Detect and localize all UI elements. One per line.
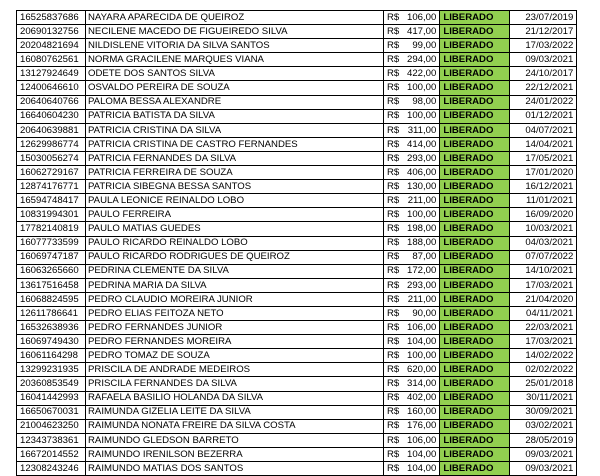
row-name-cell: RAFAELA BASILIO HOLANDA DA SILVA bbox=[86, 391, 384, 405]
table-row bbox=[17, 405, 577, 419]
row-currency-cell: R$ bbox=[384, 25, 406, 39]
row-date-cell: 24/01/2022 bbox=[510, 95, 577, 109]
table-row bbox=[17, 151, 577, 165]
row-currency-cell: R$ bbox=[384, 278, 406, 292]
row-currency-cell: R$ bbox=[384, 53, 406, 67]
table-row bbox=[17, 292, 577, 306]
row-status-cell: LIBERADO bbox=[440, 377, 510, 391]
row-currency-cell: R$ bbox=[384, 39, 406, 53]
table-row bbox=[17, 123, 577, 137]
row-currency-cell: R$ bbox=[384, 292, 406, 306]
row-id-cell: 20360853549 bbox=[17, 377, 86, 391]
row-date-cell: 09/03/2021 bbox=[510, 447, 577, 461]
table-row bbox=[17, 377, 577, 391]
row-date-cell: 09/03/2021 bbox=[510, 462, 577, 476]
row-amount-cell: 100,00 bbox=[405, 208, 440, 222]
row-status-cell: LIBERADO bbox=[440, 405, 510, 419]
table-row bbox=[17, 109, 577, 123]
table-row bbox=[17, 433, 577, 447]
table-row bbox=[17, 222, 577, 236]
row-status-cell: LIBERADO bbox=[440, 363, 510, 377]
row-date-cell: 17/01/2020 bbox=[510, 166, 577, 180]
row-amount-cell: 294,00 bbox=[405, 53, 440, 67]
row-id-cell: 16068824595 bbox=[17, 292, 86, 306]
row-date-cell: 02/02/2022 bbox=[510, 363, 577, 377]
table-row bbox=[17, 236, 577, 250]
row-date-cell: 21/12/2017 bbox=[510, 25, 577, 39]
row-amount-cell: 406,00 bbox=[405, 166, 440, 180]
row-amount-cell: 106,00 bbox=[405, 321, 440, 335]
row-amount-cell: 100,00 bbox=[405, 109, 440, 123]
row-date-cell: 21/04/2020 bbox=[510, 292, 577, 306]
row-status-cell: LIBERADO bbox=[440, 236, 510, 250]
row-amount-cell: 211,00 bbox=[405, 194, 440, 208]
row-amount-cell: 106,00 bbox=[405, 11, 440, 25]
row-name-cell: PATRICIA CRISTINA DA SILVA bbox=[86, 123, 384, 137]
row-status-cell: LIBERADO bbox=[440, 433, 510, 447]
row-currency-cell: R$ bbox=[384, 166, 406, 180]
row-currency-cell: R$ bbox=[384, 462, 406, 476]
row-amount-cell: 620,00 bbox=[405, 363, 440, 377]
row-currency-cell: R$ bbox=[384, 306, 406, 320]
row-currency-cell: R$ bbox=[384, 363, 406, 377]
row-status-cell: LIBERADO bbox=[440, 67, 510, 81]
row-id-cell: 16640604230 bbox=[17, 109, 86, 123]
row-amount-cell: 293,00 bbox=[405, 278, 440, 292]
row-date-cell: 25/01/2018 bbox=[510, 377, 577, 391]
row-name-cell: RAIMUNDO MATIAS DOS SANTOS bbox=[86, 462, 384, 476]
row-date-cell: 30/09/2021 bbox=[510, 405, 577, 419]
row-name-cell: PEDRO FERNANDES JUNIOR bbox=[86, 321, 384, 335]
table-row bbox=[17, 67, 577, 81]
row-name-cell: PATRICIA FERNANDES DA SILVA bbox=[86, 151, 384, 165]
row-id-cell: 16650670031 bbox=[17, 405, 86, 419]
row-currency-cell: R$ bbox=[384, 250, 406, 264]
row-currency-cell: R$ bbox=[384, 264, 406, 278]
row-amount-cell: 176,00 bbox=[405, 419, 440, 433]
row-id-cell: 13617516458 bbox=[17, 278, 86, 292]
row-currency-cell: R$ bbox=[384, 419, 406, 433]
table-row bbox=[17, 53, 577, 67]
row-name-cell: ODETE DOS SANTOS SILVA bbox=[86, 67, 384, 81]
row-amount-cell: 87,00 bbox=[405, 250, 440, 264]
row-currency-cell: R$ bbox=[384, 180, 406, 194]
row-name-cell: PATRICIA SIBEGNA BESSA SANTOS bbox=[86, 180, 384, 194]
row-date-cell: 14/10/2021 bbox=[510, 264, 577, 278]
table-row bbox=[17, 419, 577, 433]
row-currency-cell: R$ bbox=[384, 11, 406, 25]
table-row bbox=[17, 250, 577, 264]
row-id-cell: 13127924649 bbox=[17, 67, 86, 81]
row-name-cell: PEDRINA CLEMENTE DA SILVA bbox=[86, 264, 384, 278]
row-id-cell: 12400646610 bbox=[17, 81, 86, 95]
row-status-cell: LIBERADO bbox=[440, 39, 510, 53]
row-name-cell: PRISCILA DE ANDRADE MEDEIROS bbox=[86, 363, 384, 377]
row-id-cell: 12308243246 bbox=[17, 462, 86, 476]
row-date-cell: 17/05/2021 bbox=[510, 151, 577, 165]
row-status-cell: LIBERADO bbox=[440, 25, 510, 39]
table-row bbox=[17, 194, 577, 208]
row-amount-cell: 311,00 bbox=[405, 123, 440, 137]
row-name-cell: PATRICIA FERREIRA DE SOUZA bbox=[86, 166, 384, 180]
row-amount-cell: 106,00 bbox=[405, 433, 440, 447]
row-name-cell: OSVALDO PEREIRA DE SOUZA bbox=[86, 81, 384, 95]
row-id-cell: 13299231935 bbox=[17, 363, 86, 377]
row-name-cell: RAIMUNDO IRENILSON BEZERRA bbox=[86, 447, 384, 461]
row-date-cell: 11/01/2021 bbox=[510, 194, 577, 208]
table-row bbox=[17, 25, 577, 39]
table-row bbox=[17, 264, 577, 278]
row-name-cell: NORMA GRACILENE MARQUES VIANA bbox=[86, 53, 384, 67]
row-currency-cell: R$ bbox=[384, 377, 406, 391]
table-row bbox=[17, 278, 577, 292]
row-amount-cell: 211,00 bbox=[405, 292, 440, 306]
row-status-cell: LIBERADO bbox=[440, 391, 510, 405]
row-id-cell: 16672014552 bbox=[17, 447, 86, 461]
row-currency-cell: R$ bbox=[384, 194, 406, 208]
row-id-cell: 20690132756 bbox=[17, 25, 86, 39]
row-date-cell: 07/07/2022 bbox=[510, 250, 577, 264]
row-date-cell: 17/03/2021 bbox=[510, 278, 577, 292]
row-date-cell: 30/11/2021 bbox=[510, 391, 577, 405]
row-amount-cell: 172,00 bbox=[405, 264, 440, 278]
row-id-cell: 21004623250 bbox=[17, 419, 86, 433]
row-status-cell: LIBERADO bbox=[440, 208, 510, 222]
row-id-cell: 16062729167 bbox=[17, 166, 86, 180]
table-row bbox=[17, 363, 577, 377]
row-name-cell: RAIMUNDO GLEDSON BARRETO bbox=[86, 433, 384, 447]
row-currency-cell: R$ bbox=[384, 405, 406, 419]
row-status-cell: LIBERADO bbox=[440, 278, 510, 292]
row-name-cell: PEDRO ELIAS FEITOZA NETO bbox=[86, 306, 384, 320]
row-currency-cell: R$ bbox=[384, 321, 406, 335]
row-name-cell: PAULO FERREIRA bbox=[86, 208, 384, 222]
row-date-cell: 16/12/2021 bbox=[510, 180, 577, 194]
row-name-cell: PEDRO TOMAZ DE SOUZA bbox=[86, 349, 384, 363]
row-currency-cell: R$ bbox=[384, 67, 406, 81]
row-id-cell: 12611786641 bbox=[17, 306, 86, 320]
row-date-cell: 17/03/2022 bbox=[510, 39, 577, 53]
row-date-cell: 17/03/2021 bbox=[510, 335, 577, 349]
row-amount-cell: 188,00 bbox=[405, 236, 440, 250]
row-date-cell: 14/04/2021 bbox=[510, 137, 577, 151]
table-row bbox=[17, 81, 577, 95]
table-row bbox=[17, 95, 577, 109]
row-currency-cell: R$ bbox=[384, 151, 406, 165]
table-row bbox=[17, 11, 577, 25]
row-date-cell: 04/03/2021 bbox=[510, 236, 577, 250]
row-name-cell: NAYARA APARECIDA DE QUEIROZ bbox=[86, 11, 384, 25]
row-currency-cell: R$ bbox=[384, 447, 406, 461]
row-currency-cell: R$ bbox=[384, 433, 406, 447]
row-id-cell: 16069749430 bbox=[17, 335, 86, 349]
row-currency-cell: R$ bbox=[384, 222, 406, 236]
row-amount-cell: 130,00 bbox=[405, 180, 440, 194]
row-status-cell: LIBERADO bbox=[440, 462, 510, 476]
row-amount-cell: 160,00 bbox=[405, 405, 440, 419]
row-status-cell: LIBERADO bbox=[440, 180, 510, 194]
row-amount-cell: 198,00 bbox=[405, 222, 440, 236]
row-status-cell: LIBERADO bbox=[440, 123, 510, 137]
row-name-cell: PAULO RICARDO REINALDO LOBO bbox=[86, 236, 384, 250]
table-row bbox=[17, 391, 577, 405]
row-date-cell: 10/03/2021 bbox=[510, 222, 577, 236]
table-row bbox=[17, 462, 577, 476]
row-id-cell: 16061164298 bbox=[17, 349, 86, 363]
row-date-cell: 03/02/2021 bbox=[510, 419, 577, 433]
row-date-cell: 28/05/2019 bbox=[510, 433, 577, 447]
row-status-cell: LIBERADO bbox=[440, 349, 510, 363]
row-amount-cell: 402,00 bbox=[405, 391, 440, 405]
row-amount-cell: 417,00 bbox=[405, 25, 440, 39]
row-name-cell: PEDRINA MARIA DA SILVA bbox=[86, 278, 384, 292]
row-currency-cell: R$ bbox=[384, 236, 406, 250]
row-status-cell: LIBERADO bbox=[440, 166, 510, 180]
row-currency-cell: R$ bbox=[384, 137, 406, 151]
row-id-cell: 16041442993 bbox=[17, 391, 86, 405]
row-status-cell: LIBERADO bbox=[440, 306, 510, 320]
row-status-cell: LIBERADO bbox=[440, 250, 510, 264]
row-name-cell: PALOMA BESSA ALEXANDRE bbox=[86, 95, 384, 109]
row-amount-cell: 90,00 bbox=[405, 306, 440, 320]
table-row bbox=[17, 39, 577, 53]
row-currency-cell: R$ bbox=[384, 391, 406, 405]
row-amount-cell: 414,00 bbox=[405, 137, 440, 151]
row-id-cell: 16069747187 bbox=[17, 250, 86, 264]
row-id-cell: 10831994301 bbox=[17, 208, 86, 222]
row-date-cell: 09/03/2021 bbox=[510, 53, 577, 67]
row-id-cell: 16525837686 bbox=[17, 11, 86, 25]
table-body bbox=[17, 11, 577, 476]
row-id-cell: 12343738361 bbox=[17, 433, 86, 447]
row-status-cell: LIBERADO bbox=[440, 447, 510, 461]
row-date-cell: 16/09/2020 bbox=[510, 208, 577, 222]
row-name-cell: PATRICIA CRISTINA DE CASTRO FERNANDES bbox=[86, 137, 384, 151]
row-status-cell: LIBERADO bbox=[440, 11, 510, 25]
row-currency-cell: R$ bbox=[384, 349, 406, 363]
row-name-cell: PAULA LEONICE REINALDO LOBO bbox=[86, 194, 384, 208]
table-row bbox=[17, 447, 577, 461]
row-name-cell: PATRICIA BATISTA DA SILVA bbox=[86, 109, 384, 123]
row-status-cell: LIBERADO bbox=[440, 137, 510, 151]
row-id-cell: 20204821694 bbox=[17, 39, 86, 53]
row-id-cell: 16532638936 bbox=[17, 321, 86, 335]
row-status-cell: LIBERADO bbox=[440, 335, 510, 349]
row-status-cell: LIBERADO bbox=[440, 95, 510, 109]
row-name-cell: NECILENE MACEDO DE FIGUEIREDO SILVA bbox=[86, 25, 384, 39]
table-row bbox=[17, 208, 577, 222]
row-date-cell: 14/02/2022 bbox=[510, 349, 577, 363]
table-row bbox=[17, 306, 577, 320]
row-amount-cell: 99,00 bbox=[405, 39, 440, 53]
row-id-cell: 16063265660 bbox=[17, 264, 86, 278]
row-status-cell: LIBERADO bbox=[440, 151, 510, 165]
row-status-cell: LIBERADO bbox=[440, 53, 510, 67]
row-status-cell: LIBERADO bbox=[440, 194, 510, 208]
row-date-cell: 04/11/2021 bbox=[510, 306, 577, 320]
row-id-cell: 20640640766 bbox=[17, 95, 86, 109]
table-row bbox=[17, 180, 577, 194]
row-status-cell: LIBERADO bbox=[440, 81, 510, 95]
row-name-cell: PEDRO CLAUDIO MOREIRA JUNIOR bbox=[86, 292, 384, 306]
table-row bbox=[17, 166, 577, 180]
row-amount-cell: 104,00 bbox=[405, 462, 440, 476]
row-id-cell: 17782140819 bbox=[17, 222, 86, 236]
row-name-cell: NILDISLENE VITORIA DA SILVA SANTOS bbox=[86, 39, 384, 53]
table-row bbox=[17, 321, 577, 335]
row-status-cell: LIBERADO bbox=[440, 292, 510, 306]
row-id-cell: 16594748417 bbox=[17, 194, 86, 208]
row-name-cell: RAIMUNDA GIZELIA LEITE DA SILVA bbox=[86, 405, 384, 419]
row-date-cell: 01/12/2021 bbox=[510, 109, 577, 123]
row-name-cell: PAULO MATIAS GUEDES bbox=[86, 222, 384, 236]
row-id-cell: 12874176771 bbox=[17, 180, 86, 194]
table-row bbox=[17, 137, 577, 151]
row-currency-cell: R$ bbox=[384, 81, 406, 95]
row-id-cell: 16080762561 bbox=[17, 53, 86, 67]
row-currency-cell: R$ bbox=[384, 95, 406, 109]
row-name-cell: PEDRO FERNANDES MOREIRA bbox=[86, 335, 384, 349]
row-date-cell: 22/03/2021 bbox=[510, 321, 577, 335]
row-amount-cell: 104,00 bbox=[405, 447, 440, 461]
row-date-cell: 23/07/2019 bbox=[510, 11, 577, 25]
row-amount-cell: 314,00 bbox=[405, 377, 440, 391]
row-status-cell: LIBERADO bbox=[440, 419, 510, 433]
row-status-cell: LIBERADO bbox=[440, 321, 510, 335]
row-name-cell: PAULO RICARDO RODRIGUES DE QUEIROZ bbox=[86, 250, 384, 264]
row-id-cell: 12629986774 bbox=[17, 137, 86, 151]
row-amount-cell: 422,00 bbox=[405, 67, 440, 81]
row-amount-cell: 100,00 bbox=[405, 81, 440, 95]
table-row bbox=[17, 349, 577, 363]
row-status-cell: LIBERADO bbox=[440, 109, 510, 123]
row-amount-cell: 98,00 bbox=[405, 95, 440, 109]
row-amount-cell: 293,00 bbox=[405, 151, 440, 165]
row-date-cell: 04/07/2021 bbox=[510, 123, 577, 137]
row-currency-cell: R$ bbox=[384, 335, 406, 349]
row-amount-cell: 104,00 bbox=[405, 335, 440, 349]
row-amount-cell: 100,00 bbox=[405, 349, 440, 363]
row-currency-cell: R$ bbox=[384, 123, 406, 137]
row-date-cell: 24/10/2017 bbox=[510, 67, 577, 81]
row-name-cell: RAIMUNDA NONATA FREIRE DA SILVA COSTA bbox=[86, 419, 384, 433]
row-name-cell: PRISCILA FERNANDES DA SILVA bbox=[86, 377, 384, 391]
row-status-cell: LIBERADO bbox=[440, 222, 510, 236]
row-id-cell: 20640639881 bbox=[17, 123, 86, 137]
row-date-cell: 22/12/2021 bbox=[510, 81, 577, 95]
row-id-cell: 16077733599 bbox=[17, 236, 86, 250]
row-currency-cell: R$ bbox=[384, 109, 406, 123]
beneficiary-table bbox=[16, 10, 577, 476]
row-id-cell: 15030056274 bbox=[17, 151, 86, 165]
row-currency-cell: R$ bbox=[384, 208, 406, 222]
row-status-cell: LIBERADO bbox=[440, 264, 510, 278]
table-row bbox=[17, 335, 577, 349]
